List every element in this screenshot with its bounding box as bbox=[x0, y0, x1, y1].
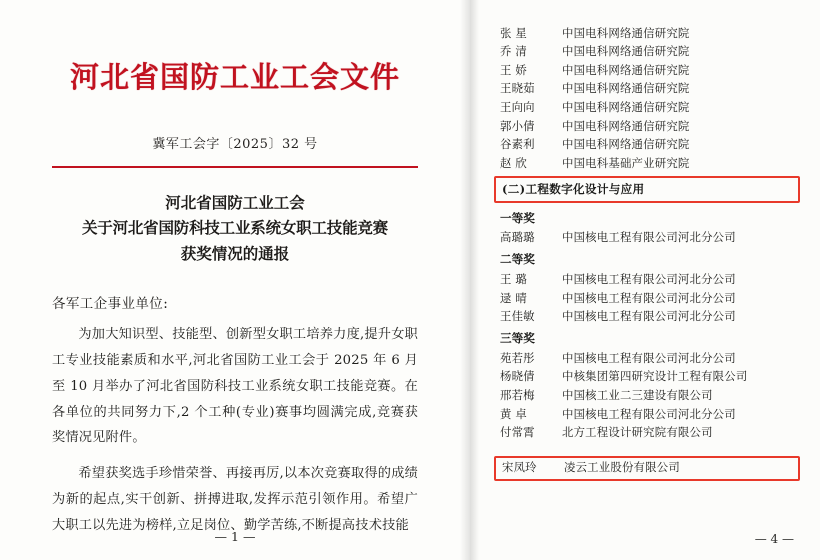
subject-line-2: 关于河北省国防科技工业系统女职工技能竞赛 bbox=[81, 218, 388, 238]
list-item bbox=[500, 270, 794, 289]
entry-org: 中国电科网络通信研究院 bbox=[562, 118, 690, 133]
list-item bbox=[500, 349, 794, 368]
list-item bbox=[500, 424, 794, 443]
award-level-label: 一等奖 bbox=[500, 210, 535, 225]
entry-org: 中国核工业二三建设有限公司 bbox=[562, 387, 713, 402]
subject-line-1: 河北省国防工业工会 bbox=[165, 192, 305, 212]
document-number: 冀军工会字〔2025〕32 号 bbox=[152, 136, 318, 152]
document-paragraph-1: 为加大知识型、技能型、创新型女职工培养力度,提升女职工专业技能素质和水平,河北省国防工业工会于 2025 年 6 月至 10 月举办了河北省国防科技工业系统女职工技能竞赛。在各单位的共同努力下,2 个工种(专业)赛事均圆满完成,竞赛获奖情况见附件。 bbox=[52, 327, 418, 446]
left-page-number: — 1 — bbox=[214, 529, 256, 544]
section-title: (二)工程数字化设计与应用 bbox=[502, 181, 645, 196]
entry-org: 中国电科网络通信研究院 bbox=[562, 44, 690, 59]
entry-org: 中国电科网络通信研究院 bbox=[562, 137, 690, 152]
list-item bbox=[500, 308, 794, 327]
right-page-number: — 4 — bbox=[754, 532, 794, 546]
list-item bbox=[500, 368, 794, 387]
entry-org: 中国核电工程有限公司河北分公司 bbox=[562, 230, 736, 245]
highlight-box-section-title bbox=[494, 176, 800, 203]
entry-org: 中国核电工程有限公司河北分公司 bbox=[562, 271, 736, 286]
document-subject-block bbox=[52, 190, 418, 267]
entry-org: 中国电科基础产业研究院 bbox=[562, 155, 690, 170]
entry-org: 北方工程设计研究院有限公司 bbox=[562, 425, 713, 440]
entry-org: 中国核电工程有限公司河北分公司 bbox=[562, 350, 736, 365]
entry-name: 王晓茹 bbox=[500, 81, 535, 96]
entry-org: 中国核电工程有限公司河北分公司 bbox=[562, 406, 736, 421]
subject-line-3: 获奖情况的通报 bbox=[180, 243, 290, 263]
entry-org: 中国电科网络通信研究院 bbox=[562, 25, 690, 40]
entry-name: 邢若梅 bbox=[500, 387, 535, 402]
highlight-box-entry bbox=[494, 456, 800, 480]
list-item bbox=[500, 289, 794, 308]
entry-org: 中国电科网络通信研究院 bbox=[562, 62, 690, 77]
entry-name: 苑若彤 bbox=[500, 350, 535, 365]
list-item bbox=[500, 61, 794, 80]
list-item bbox=[500, 80, 794, 99]
entry-name: 王向向 bbox=[500, 99, 535, 114]
entry-name: 王 娇 bbox=[500, 62, 528, 77]
entry-org: 中国核电工程有限公司河北分公司 bbox=[562, 309, 736, 324]
list-item bbox=[500, 386, 794, 405]
entry-org: 中国电科网络通信研究院 bbox=[562, 99, 690, 114]
entry-org: 中国电科网络通信研究院 bbox=[562, 81, 690, 96]
entry-name: 黄 卓 bbox=[500, 406, 528, 421]
document-paragraph-2: 希望获奖选手珍惜荣誉、再接再厉,以本次竞赛取得的成绩为新的起点,实干创新、拼搏进取,发挥示范引领作用。希望广大职工以先进为榜样,立足岗位、勤学苦练,不断提高技术技能 bbox=[52, 466, 418, 533]
entry-name: 乔 清 bbox=[500, 44, 528, 59]
list-item bbox=[500, 229, 794, 248]
award-level-label: 三等奖 bbox=[500, 331, 535, 346]
document-page-right bbox=[470, 0, 820, 560]
list-item bbox=[500, 136, 794, 155]
list-item bbox=[502, 461, 792, 474]
document-addressee: 各军工企事业单位: bbox=[52, 296, 169, 313]
entry-name: 赵 欣 bbox=[500, 155, 528, 170]
award-level-label: 二等奖 bbox=[500, 252, 535, 267]
entry-name: 谷素利 bbox=[500, 137, 535, 152]
entry-name: 逯 晴 bbox=[500, 290, 528, 305]
entry-name: 高璐璐 bbox=[500, 230, 535, 245]
list-item bbox=[500, 98, 794, 117]
name-list-continued bbox=[500, 24, 794, 173]
entry-org: 凌云工业股份有限公司 bbox=[564, 460, 680, 475]
entry-name: 王 璐 bbox=[500, 271, 528, 286]
entry-name: 杨晓倩 bbox=[500, 369, 535, 384]
document-red-title: 河北省国防工业工会文件 bbox=[69, 60, 400, 94]
list-item bbox=[500, 24, 794, 43]
red-divider-rule bbox=[52, 166, 418, 168]
award-group-second-prize bbox=[500, 247, 794, 326]
list-item bbox=[500, 117, 794, 136]
entry-org: 中国核电工程有限公司河北分公司 bbox=[562, 290, 736, 305]
entry-name: 郭小倩 bbox=[500, 118, 535, 133]
list-item bbox=[500, 43, 794, 62]
entry-name: 付常霄 bbox=[500, 425, 535, 440]
list-item bbox=[500, 154, 794, 173]
award-group-first-prize bbox=[500, 206, 794, 248]
list-item bbox=[500, 405, 794, 424]
entry-name: 宋凤玲 bbox=[502, 460, 537, 475]
entry-name: 张 星 bbox=[500, 25, 528, 40]
award-group-third-prize bbox=[500, 326, 794, 442]
entry-org: 中核集团第四研究设计工程有限公司 bbox=[562, 369, 748, 384]
entry-name: 王佳敏 bbox=[500, 309, 535, 324]
